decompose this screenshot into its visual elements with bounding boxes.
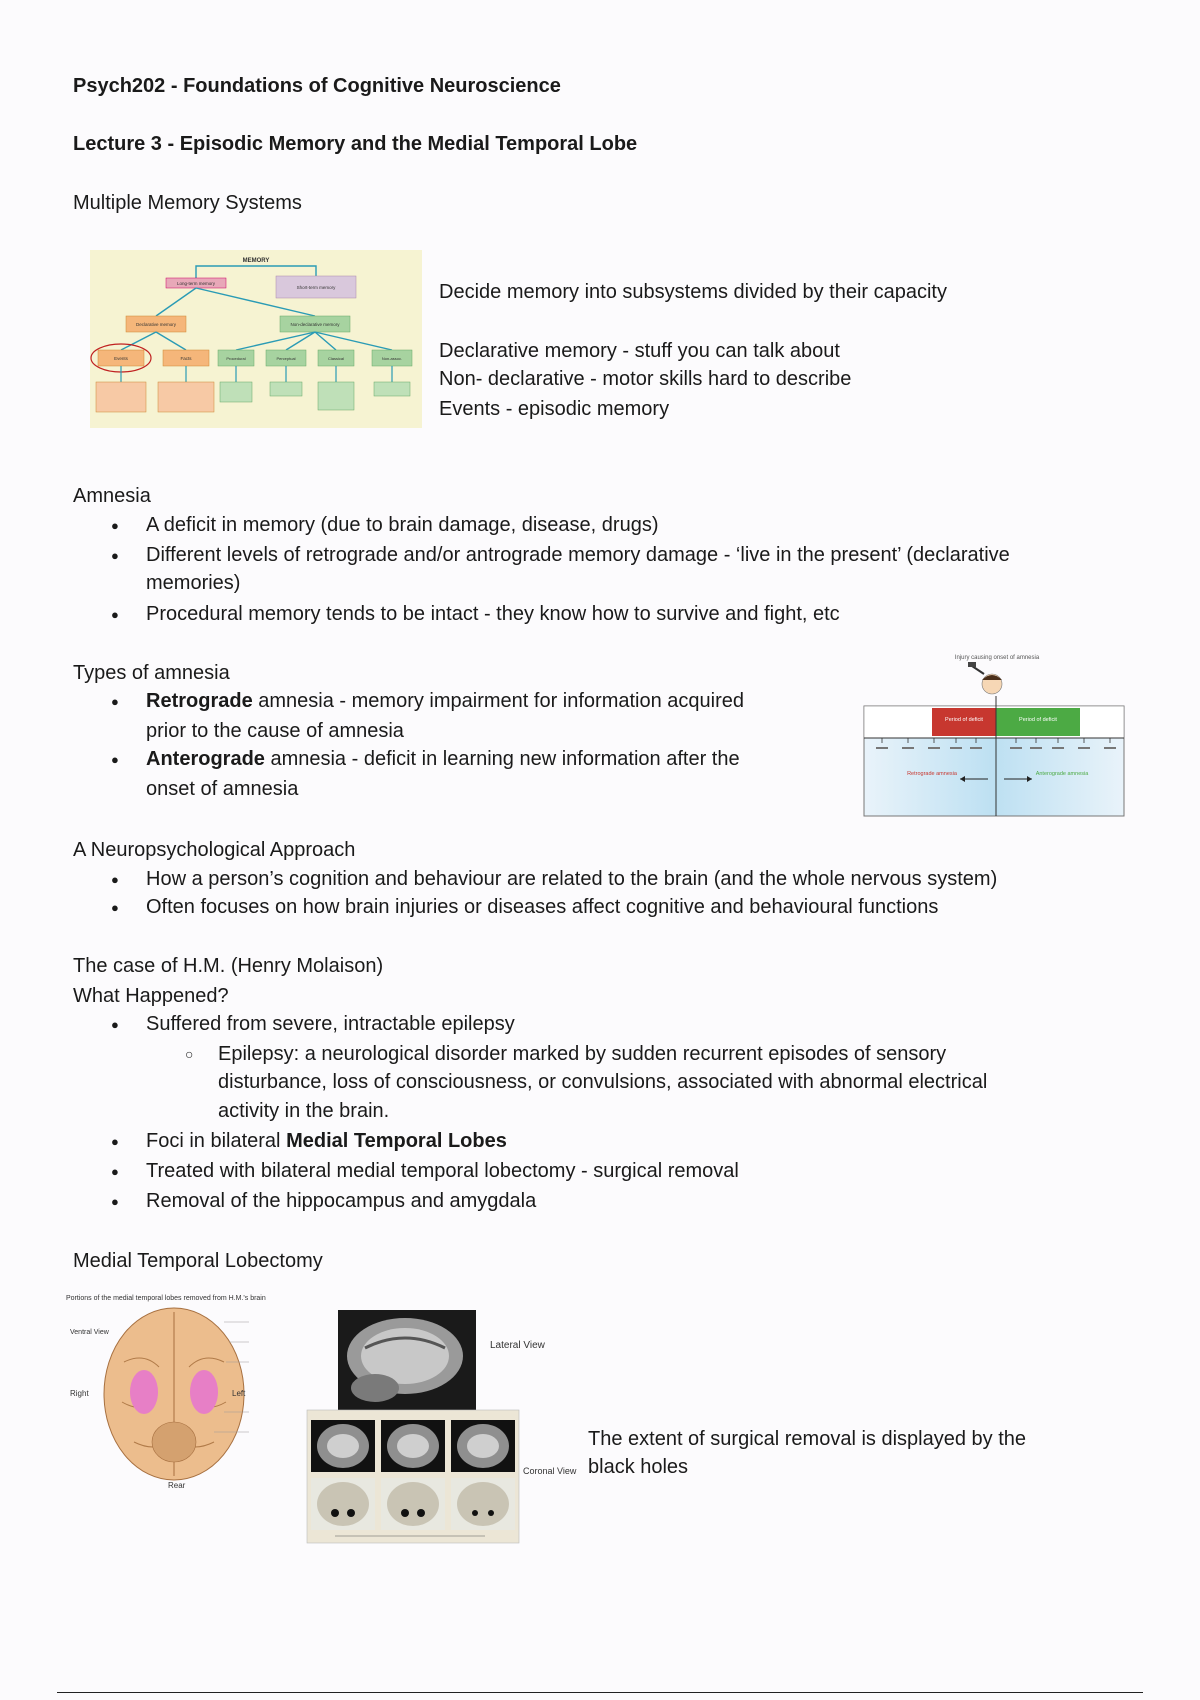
page-bottom-rule: [57, 1692, 1143, 1693]
list-item: ● A deficit in memory (due to brain damage, disease, drugs): [146, 511, 658, 540]
lobectomy-heading: Medial Temporal Lobectomy: [73, 1250, 323, 1272]
list-item: ● How a person’s cognition and behaviour are related to the brain (and the whole nervous system): [146, 865, 997, 894]
neuro-heading: A Neuropsychological Approach: [73, 839, 356, 861]
foci-bold: Medial Temporal Lobes: [286, 1130, 507, 1152]
memory-desc-2: Declarative memory - stuff you can talk about: [439, 340, 840, 362]
sub-list-item-continuation: activity in the brain.: [218, 1100, 390, 1122]
anterograde-def: amnesia - deficit in learning new information after the: [264, 748, 740, 770]
mri-coronal-label: Coronal View: [523, 1466, 577, 1476]
fig-label-perceptual: Perceptual: [276, 356, 296, 361]
anterograde-term: Anterograde: [146, 748, 265, 770]
timeline-retrograde: Retrograde amnesia: [907, 771, 957, 777]
fig-label-longterm: Long-term memory: [176, 281, 216, 286]
list-item: ● Different levels of retrograde and/or antrograde memory damage - ‘live in the present’ (declarative: [146, 541, 1010, 570]
memory-desc-1: Decide memory into subsystems divided by their capacity: [439, 281, 947, 303]
fig-label-shortterm: Short-term memory: [296, 285, 336, 290]
injured-person-icon: [968, 662, 1002, 694]
brain-fig-left: Left: [232, 1389, 246, 1398]
amnesia-heading: Amnesia: [73, 485, 151, 507]
fig-label-nondeclarative: Non-declarative memory: [290, 322, 340, 327]
sub-list-item: ○ Epilepsy: a neurological disorder marked by sudden recurrent episodes of sensory: [218, 1040, 946, 1069]
hm-subheading: What Happened?: [73, 985, 229, 1007]
list-item: ● Suffered from severe, intractable epilepsy: [146, 1010, 515, 1039]
brain-fig-title: Portions of the medial temporal lobes removed from H.M.'s brain: [66, 1295, 266, 1302]
types-heading: Types of amnesia: [73, 662, 230, 684]
retrograde-def: amnesia - memory impairment for information acquired: [252, 690, 744, 712]
fig-label-facts: Facts: [180, 356, 192, 361]
brain-fig-ventral: Ventral View: [70, 1329, 109, 1336]
list-item: ● Procedural memory tends to be intact - they know how to survive and fight, etc: [146, 600, 840, 629]
amnesia-timeline-figure: [862, 652, 1128, 818]
fig-label-nonassociative: Non-assoc.: [381, 356, 403, 361]
timeline-anterograde: Anterograde amnesia: [1035, 771, 1089, 777]
brain-fig-rear: Rear: [168, 1481, 186, 1490]
memory-systems-heading: Multiple Memory Systems: [73, 192, 302, 214]
mri-figure: [305, 1308, 577, 1543]
list-item-continuation: prior to the cause of amnesia: [146, 720, 404, 742]
mri-lateral-label: Lateral View: [490, 1340, 545, 1351]
list-item: [146, 745, 740, 774]
fig-label-classical: Classical: [327, 356, 345, 361]
ventral-brain-figure: [64, 1292, 289, 1492]
timeline-left-box: Period of deficit: [945, 717, 983, 723]
hm-heading: The case of H.M. (Henry Molaison): [73, 955, 384, 977]
memory-desc-4: Events - episodic memory: [439, 398, 670, 420]
fig-label-procedural: Procedural: [226, 356, 246, 361]
memory-taxonomy-figure: [90, 250, 422, 428]
fig-label-memory: MEMORY: [242, 258, 270, 264]
lobectomy-caption-1: The extent of surgical removal is displayed by the: [588, 1428, 1026, 1450]
sub-list-item-continuation: disturbance, loss of consciousness, or convulsions, associated with abnormal electrical: [218, 1071, 988, 1093]
retrograde-term: Retrograde: [146, 690, 253, 712]
list-item: [146, 1127, 507, 1156]
timeline-right-box: Period of deficit: [1019, 717, 1057, 723]
removed-region-right: [130, 1370, 158, 1414]
list-item: [146, 687, 744, 716]
list-item: ● Removal of the hippocampus and amygdala: [146, 1187, 536, 1216]
memory-desc-3: Non- declarative - motor skills hard to describe: [439, 368, 852, 390]
lobectomy-caption-2: black holes: [588, 1456, 689, 1478]
foci-text: Foci in bilateral: [146, 1130, 287, 1152]
list-item-continuation: memories): [146, 572, 241, 594]
course-title: Psych202 - Foundations of Cognitive Neuroscience: [73, 75, 561, 97]
brain-fig-right: Right: [70, 1389, 89, 1398]
list-item: ● Treated with bilateral medial temporal lobectomy - surgical removal: [146, 1157, 739, 1186]
removed-region-left: [190, 1370, 218, 1414]
timeline-caption: Injury causing onset of amnesia: [954, 655, 1040, 661]
list-item: ● Often focuses on how brain injuries or diseases affect cognitive and behavioural functions: [146, 893, 938, 922]
fig-label-declarative: Declarative memory: [135, 322, 177, 327]
lecture-title: Lecture 3 - Episodic Memory and the Medial Temporal Lobe: [73, 133, 638, 155]
fig-label-events: Events: [114, 356, 128, 361]
list-item-continuation: onset of amnesia: [146, 778, 299, 800]
